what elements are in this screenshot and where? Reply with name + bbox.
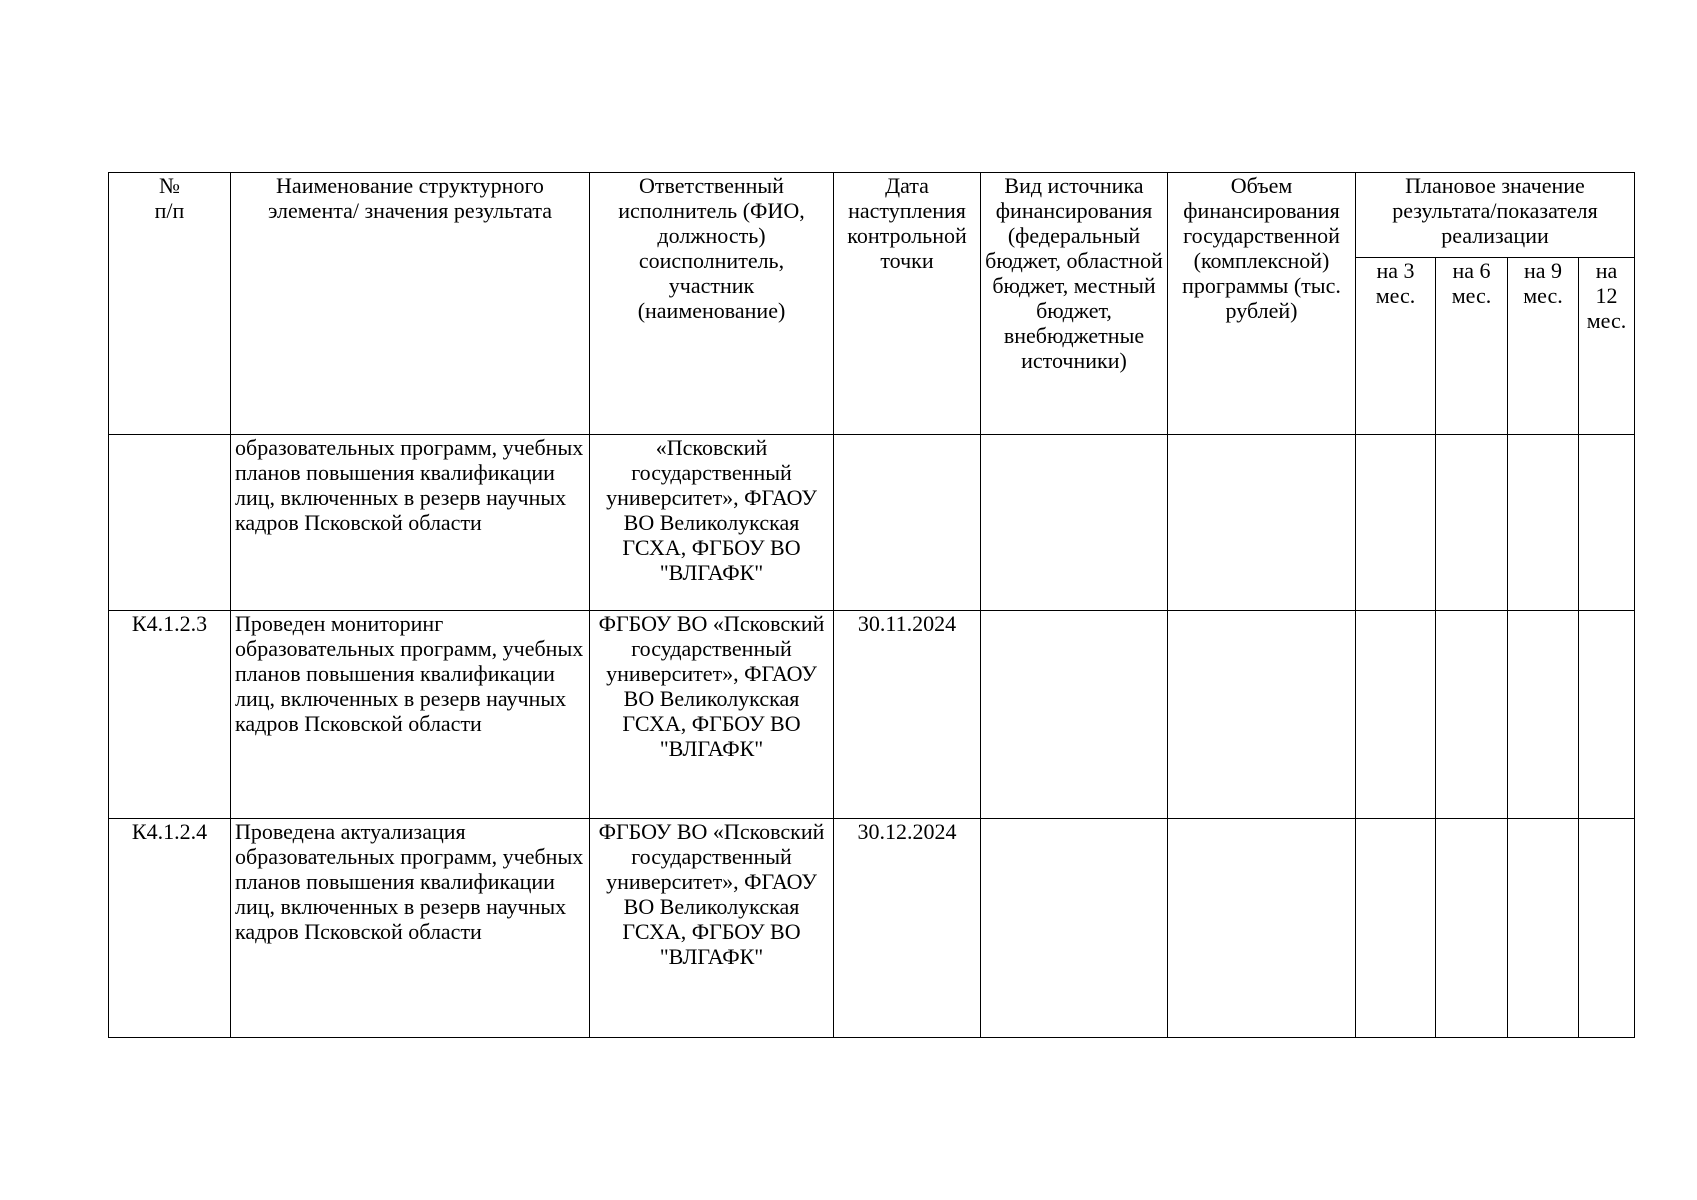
row-num: К4.1.2.3 (109, 611, 231, 819)
row-name: Проведена актуализация образовательных программ, учебных планов повышения квалификации лиц, включенных в резерв научных кадров Псковской области (231, 819, 590, 1038)
header-volume: Объем финансирования государственной (комплексной) программы (тыс. рублей) (1168, 173, 1356, 435)
row-name: Проведен мониторинг образовательных программ, учебных планов повышения квалификации лиц, включенных в резерв научных кадров Псковской области (231, 611, 590, 819)
row-source (981, 819, 1168, 1038)
header-name: Наименование структурного элемента/ значения результата (231, 173, 590, 435)
row-m6 (1436, 819, 1508, 1038)
row-m3 (1356, 435, 1436, 611)
row-responsible: ФГБОУ ВО «Псковский государственный университет», ФГАОУ ВО Великолукская ГСХА, ФГБОУ ВО "ВЛГАФК" (590, 611, 834, 819)
plan-table (108, 172, 1635, 1038)
header-date: Дата наступления контрольной точки (834, 173, 981, 435)
header-m6: на 6 мес. (1436, 258, 1508, 435)
row-m9 (1508, 611, 1579, 819)
table-row (109, 611, 1635, 819)
header-m9: на 9 мес. (1508, 258, 1579, 435)
row-source (981, 611, 1168, 819)
row-volume (1168, 611, 1356, 819)
header-responsible: Ответственный исполнитель (ФИО, должность) соисполнитель, участник (наименование) (590, 173, 834, 435)
row-m12 (1579, 435, 1635, 611)
row-source (981, 435, 1168, 611)
row-volume (1168, 819, 1356, 1038)
header-plan: Плановое значение результата/показателя реализации (1356, 173, 1635, 258)
row-m6 (1436, 611, 1508, 819)
row-date: 30.11.2024 (834, 611, 981, 819)
row-date: 30.12.2024 (834, 819, 981, 1038)
row-m3 (1356, 611, 1436, 819)
header-num: № п/п (109, 173, 231, 435)
row-m3 (1356, 819, 1436, 1038)
row-date (834, 435, 981, 611)
table-row (109, 819, 1635, 1038)
row-name: образовательных программ, учебных планов повышения квалификации лиц, включенных в резерв научных кадров Псковской области (231, 435, 590, 611)
header-source: Вид источника финансирования (федеральный бюджет, областной бюджет, местный бюджет, внебюджетные источники) (981, 173, 1168, 435)
row-num (109, 435, 231, 611)
row-num: К4.1.2.4 (109, 819, 231, 1038)
row-m9 (1508, 819, 1579, 1038)
table-row (109, 435, 1635, 611)
header-m3: на 3 мес. (1356, 258, 1436, 435)
row-m9 (1508, 435, 1579, 611)
row-responsible: ФГБОУ ВО «Псковский государственный университет», ФГАОУ ВО Великолукская ГСХА, ФГБОУ ВО "ВЛГАФК" (590, 819, 834, 1038)
row-responsible: «Псковский государственный университет», ФГАОУ ВО Великолукская ГСХА, ФГБОУ ВО "ВЛГАФК" (590, 435, 834, 611)
row-m12 (1579, 611, 1635, 819)
row-volume (1168, 435, 1356, 611)
row-m6 (1436, 435, 1508, 611)
header-m12: на 12 мес. (1579, 258, 1635, 435)
row-m12 (1579, 819, 1635, 1038)
